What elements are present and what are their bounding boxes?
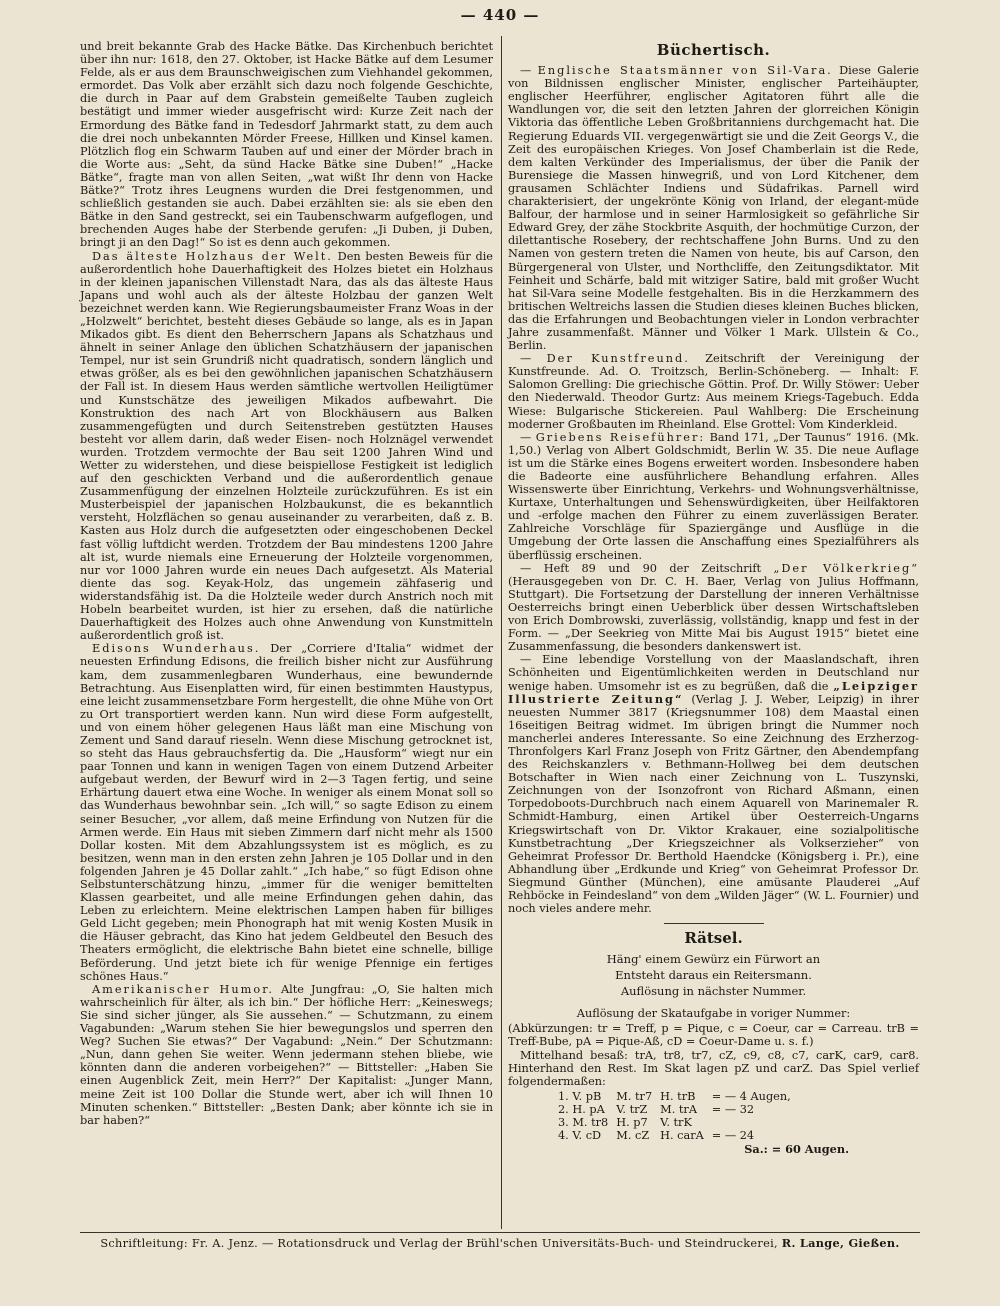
article-holzhaus-title: Das älteste Holzhaus der Welt.	[92, 249, 333, 263]
article-holzhaus	[80, 250, 493, 643]
review-kunstfreund: — Der Kunstfreund. Zeitschrift der Vereinigung der Kunstfreunde. Ad. O. Troitzsch, Berlin-Schöneberg. — Inhalt: F. Salomon Grelling: Die griechische Göttin. Prof. Dr. Willy Stöwer: Ueber den Niederwald. Theodor Gurtz: Aus meinem Kriegs-Tagebuch. Edda Wiese: Bulgarische Stickereien. Paul Wahlberg: Die Erscheinung moderner Großbauten im Rheinland. Else Grottel: Vom Kinderkleid.	[508, 352, 919, 431]
section-title-buechertisch: Büchertisch.	[656, 41, 771, 59]
review-staatsmaenner-title: Englische Staatsmänner von Sil-Vara.	[537, 64, 833, 78]
table-cell: 1. V. pB	[558, 1089, 602, 1103]
article-edison	[80, 642, 493, 982]
review-illustrierte-title: „Leipziger Illustrierte Zeitung“	[508, 678, 919, 706]
review-illustrierte: — Eine lebendige Vorstellung von der Maaslandschaft, ihren Schönheiten und Eigentümlichkeiten werden in Deutschland nur wenige haben. Umsomehr ist es zu begrüßen, daß die „Leipziger Illustrierte Zeitung“ (Verlag J. J. Weber, Leipzig) in ihrer neuesten Nummer 3817 (Kriegsnummer 108) dem Maastal einen 16seitigen Beitrag widmet. Im übrigen bringt die Nummer noch mancherlei anderes Interessante. So eine Zeichnung des Erzherzog-Thronfolgers Karl Franz Joseph von Fritz Gärtner, den Abendempfang des Reichskanzlers v. Bethmann-Hollweg bei dem deutschen Botschafter in Wien nach einer Zeichnung von L. Tuszynski, Zeichnungen von der Isonzofront von Richard Aßmann, einen Torpedoboots-Durchbruch nach einem Aquarell von Marinemaler R. Schmidt-Hamburg, einen Artikel über Oesterreich-Ungarns Kriegswirtschaft von Dr. Viktor Krakauer, eine sozialpolitische Kunstbetrachtung „Der Kriegszeichner als Volkserzieher“ von Geheimrat Professor Dr. Berthold Haendcke (Königsberg i. Pr.), eine Abhandlung über „Erdkunde und Krieg“ von Geheimrat Professor Dr. Siegmund Günther (München), eine amüsante Plauderei „Auf Rehböcke in Feindesland“ von dem „Wilden Jäger“ (W. L. Fournier) und noch vieles andere mehr.	[508, 653, 919, 916]
imprint	[80, 1236, 920, 1250]
table-cell: H. carA	[660, 1129, 704, 1143]
review-voelkerkrieg-pre: Heft 89 und 90 der Zeitschrift	[531, 561, 774, 575]
review-voelkerkrieg-title: „Der Völkerkrieg“	[773, 561, 919, 575]
raetsel-title: Rätsel.	[684, 929, 743, 948]
review-illustrierte-body: (Verlag J. J. Weber, Leipzig) in ihrer neuesten Nummer 3817 (Kriegsnummer 108) dem Maastal einen 16seitigen Beitrag widmet. Im übrigen bringt die Nummer noch mancherlei anderes Interessante. So eine Zeichnung des Erzherzog-Thronfolgers Karl Franz Joseph von Fritz Gärtner, den Abendempfang des Reichskanzlers v. Bethmann-Hollweg bei dem deutschen Botschafter in Wien nach einer Zeichnung von L. Tuszynski, Zeichnungen von der Isonzofront von Richard Aßmann, einen Torpedoboots-Durchbruch nach einem Aquarell von Marinemaler R. Schmidt-Hamburg, einen Artikel über Oesterreich-Ungarns Kriegswirtschaft von Dr. Viktor Krakauer, eine sozialpolitische Kunstbetrachtung „Der Kriegszeichner als Volkserzieher“ von Geheimrat Professor Dr. Berthold Haendcke (Königsberg i. Pr.), eine Abhandlung über „Erdkunde und Krieg“ von Geheimrat Professor Dr. Siegmund Günther (München), eine amüsante Plauderei „Auf Rehböcke in Feindesland“ von dem „Wilden Jäger“ (W. L. Fournier) und noch vieles andere mehr.	[508, 692, 919, 916]
table-cell: M. cZ	[616, 1129, 650, 1143]
table-cell: = — 4 Augen,	[711, 1089, 791, 1103]
table-cell: 2. H. pA	[558, 1103, 605, 1117]
table-cell: H. p7	[616, 1116, 648, 1130]
raetsel-line-2: Entsteht daraus ein Reitersmann.	[615, 968, 812, 983]
table-row	[558, 1103, 799, 1116]
skat-title: Auflösung der Skataufgabe in voriger Nummer:	[576, 1007, 851, 1021]
article-edison-body: Der „Corriere d'Italia“ widmet der neuesten Erfindung Edisons, die freilich bisher nicht zur Ausführung kam, dem zusammenlegbaren Wunderhaus, eine bewundernde Betrachtung. Aus Eisenplatten wird, für einen bestimmten Haustypus, eine leicht zusammensetzbare Form hergestellt, die ohne Mühe von Ort zu Ort transportiert werden kann. Nun wird diese Form aufgestellt, und von einem höher gelegenen Haus läßt man eine Mischung von Zement und Sand darauf rieseln. Wenn diese Mischung getrocknet ist, so steht das Haus gebrauchsfertig da. Die „Hausform“ wiegt nur ein paar Tonnen und kann in wenigen Tagen von einem Dutzend Arbeiter aufgebaut werden, der Bewurf wird in 2—3 Tagen fertig, und seine Erhärtung dauert etwa eine Woche. In weniger als einem Monat soll so das Wunderhaus bewohnbar sein. „Ich will,“ so sagte Edison zu einem seiner Besucher, „vor allem, daß meine Erfindung von Nutzen für die Armen werde. Ein Haus mit sieben Zimmern darf nicht mehr als 1500 Dollar kosten. Mit dem Abzahlungssystem ist es möglich, es zu besitzen, wenn man in den ersten zehn Jahren je 105 Dollar und in den folgenden Jahren je 45 Dollar zahlt.“ „Ich habe,“ so fügt Edison ohne Selbstunterschätzung hinzu, „immer für die weniger bemittelten Klassen gearbeitet, und alle meine Erfindungen gehen dahin, das Leben zu erleichtern. Meine elektrischen Lampen haben für billiges Geld Licht gegeben; mein Phonograph hat mit wenig Kosten Musik in die Häuser gebracht, das Kino hat jedem Geldbeutel den Besuch des Theaters ermöglicht, die elektrische Bahn bietet eine schnelle, billige Beförderung. Und jetzt biete ich für wenige Pfennige ein fertiges schönes Haus.“	[80, 642, 493, 983]
article-holzhaus-body: Den besten Beweis für die außerordentlich hohe Dauerhaftigkeit des Holzes bietet ein Holzhaus in der kleinen japanischen Villenstadt Nara, das als das älteste Haus Japans und wohl auch als der älteste Holzbau der ganzen Welt bezeichnet werden kann. Wie Regierungsbaumeister Franz Woas in der „Holzwelt“ berichtet, besteht dieses Gebäude so lange, als es in Japan Mikados gibt. Es dient den Beherrschern Japans als Schatzhaus und ähnelt in seiner Anlage den üblichen Schatzhäusern der japanischen Tempel, nur ist sein Grundriß nicht quadratisch, sondern länglich und etwas größer, als es bei den gewöhnlichen japanischen Schatzhäusern der Fall ist. In diesem Haus werden sämtliche wertvollen Heiligtümer und Kunstschätze des jeweiligen Mikados aufbewahrt. Die Konstruktion des nach Art von Blockhäusern aus Balken zusammengefügten und durch Seitenstreben gestützten Hauses besteht vor allem darin, daß weder Eisen- noch Holznägel verwendet wurden. Trotzdem vermochte der Bau seit 1200 Jahren Wind und Wetter zu widerstehen, und diese beispiellose Festigkeit ist lediglich auf den geschickten Verband und die außerordentlich genaue Zusammenfügung der einzelnen Holzteile zurückzuführen. Es ist ein Musterbeispiel der japanischen Holzbaukunst, die es bekanntlich versteht, Holzflächen so genau auseinander zu verarbeiten, daß z. B. Kasten aus Holz durch die aufgesetzten oder eingeschobenen Deckel fast völlig luftdicht werden. Trotzdem der Bau mindestens 1200 Jahre alt ist, wurde niemals eine Erneuerung der Holzteile vorgenommen, nur vor 1000 Jahren wurde ein neues Dach aufgesetzt. Als Material diente das sog. Keyak-Holz, das ungemein zähfaserig und widerstandsfähig ist. Da die Holzteile weder durch Anstrich noch mit Hobeln bearbeitet wurden, ist hier zu ersehen, daß die natürliche Dauerhaftigkeit des Holzes auch ohne Anwendung von Kunstmitteln außerordentlich groß ist.	[80, 249, 493, 643]
table-row	[558, 1090, 799, 1103]
footer-divider	[80, 1232, 920, 1233]
skat-sum: Sa.: = 60 Augen.	[744, 1141, 849, 1156]
review-staatsmaenner-body: Diese Galerie von Bildnissen englischer Minister, englischer Parteihäupter, englischer Heerführer, englischer Agitatoren führt alle die Wandlungen vor, die seit den letzten Jahren der glorreichen Königin Viktoria das öffentliche Leben Großbritanniens durchgemacht hat. Die Regierung Eduards VII. vergegenwärtigt sie und die Zeit Georgs V., die Zeit des europäischen Krieges. Von Josef Chamberlain ist die Rede, dem kalten Verkünder des Imperialismus, der über die Panik der Burensiege die Massen hinwegriß, und von Lord Kitchener, dem grausamen Schlächter Indiens und Südafrikas. Parnell wird charakterisiert, der ungekrönte König von Irland, der elegant-müde Balfour, der harmlose und in seiner Harmlosigkeit so gefährliche Sir Edward Grey, der zähe Stockbrite Asquith, der hochmütige Curzon, der dilettantische Rosebery, der rechtschaffene John Burns. Und zu den Namen von gestern treten die Namen von heute, bis auf Carson, den Bürgergeneral von Ulster, und Northcliffe, den Zeitungsdiktator. Mit Feinheit und Schärfe, bald mit witziger Satire, bald mit großer Wucht hat Sil-Vara seine Modelle festgehalten. Bis in die Herzkammern des britischen Weltreichs lassen die Studien dieses kleinen Buches blicken, das die Erfahrungen und Beobachtungen vieler in London verbrachter Jahre zusammenfaßt. Männer und Völker 1 Mark. Ullstein & Co., Berlin.	[508, 64, 919, 353]
review-griebens-title: Griebens Reiseführer:	[535, 430, 706, 444]
skat-abbreviations: (Abkürzungen: tr = Treff, p = Pique, c = Coeur, car = Carreau. trB = Treff-Bube, pA = Pique-Aß, cD = Coeur-Dame u. s. f.)	[508, 1022, 919, 1049]
table-cell: H. trB	[660, 1089, 696, 1103]
table-row	[558, 1129, 799, 1142]
table-cell: = — 32	[711, 1103, 755, 1117]
article-humor-title: Amerikanischer Humor.	[92, 982, 274, 996]
table-cell: V. trK	[660, 1116, 692, 1130]
raetsel-line-3: Auflösung in nächster Nummer.	[620, 984, 807, 999]
review-griebens: — Griebens Reiseführer: Band 171, „Der Taunus“ 1916. (Mk. 1,50.) Verlag von Albert Goldschmidt, Berlin W. 35. Die neue Auflage ist um die Stärke eines Bogens erweitert worden. Insbesondere haben die Badeorte eine ausführlichere Behandlung erfahren. Alles Wissenswerte über Einrichtung, Verkehrs- und Wohnungsverhältnisse, Kurtaxe, Unterhaltungen und Sehenswürdigkeiten, über Heilfaktoren und -erfolge machen den Führer zu einem zuverlässigen Berater. Zahlreiche Vorschläge für Spaziergänge und Ausflüge in die Umgebung der Orte lassen die Anschaffung eines Spezialführers als überflüssig erscheinen.	[508, 430, 919, 562]
left-column	[80, 40, 493, 1127]
imprint-label: Schriftleitung:	[100, 1237, 189, 1250]
article-humor	[80, 983, 493, 1127]
review-voelkerkrieg-body: (Herausgegeben von Dr. C. H. Baer, Verlag von Julius Hoffmann, Stuttgart). Die Fortsetzung der Darstellung der inneren Verhältnisse Oesterreichs bringt einen Ueberblick über dessen Wirtschaftsleben von Erich Dombrowski, zuverlässig, vollständig, knapp und fest in der Form. — „Der Seekrieg von Mitte Mai bis August 1915“ bietet eine Zusammenfassung, die besonders dankenswert ist.	[508, 574, 919, 654]
article-humor-body: Alte Jungfrau: „O, Sie halten mich wahrscheinlich für älter, als ich bin.“ Der höfliche Herr: „Keineswegs; Sie sind sicher jünger, als Sie aussehen.“ — Schutzmann, zu einem Vagabunden: „Warum stehen Sie hier bewegungslos und sperren den Weg? Suchen Sie etwas?“ Der Vagabund: „Nein.“ Der Schutzmann: „Nun, dann gehen Sie weiter. Wenn jedermann stehen bliebe, wie könnten dann die anderen vorbeigehen?“ — Bittsteller: „Haben Sie einen Augenblick Zeit, mein Herr?“ Der Kapitalist: „Junger Mann, meine Zeit ist 100 Dollar die Stunde wert, aber ich will Ihnen 10 Minuten schenken.“ Bittsteller: „Besten Dank; aber könnte ich sie in bar haben?“	[80, 982, 493, 1127]
section-divider	[664, 923, 764, 924]
table-cell: M. tr7	[616, 1089, 653, 1103]
table-cell	[712, 1116, 799, 1129]
review-kunstfreund-title: Der Kunstfreund.	[546, 352, 690, 366]
imprint-text: Fr. A. Jenz. — Rotationsdruck und Verlag der Brühl'schen Universitäts-Buch- und Steindruckerei,	[188, 1237, 782, 1250]
review-staatsmaenner: — Englische Staatsmänner von Sil-Vara. Diese Galerie von Bildnissen englischer Minister, englischer Parteihäupter, englischer Heerführer, englischer Agitatoren führt alle die Wandlungen vor, die seit den letzten Jahren der glorreichen Königin Viktoria das öffentliche Leben Großbritanniens durchgemacht hat. Die Regierung Eduards VII. vergegenwärtigt sie und die Zeit Georgs V., die Zeit des europäischen Krieges. Von Josef Chamberlain ist die Rede, dem kalten Verkünder des Imperialismus, der über die Panik der Burensiege die Massen hinwegriß, und von Lord Kitchener, dem grausamen Schlächter Indiens und Südafrikas. Parnell wird charakterisiert, der ungekrönte König von Irland, der elegant-müde Balfour, der harmlose und in seiner Harmlosigkeit so gefährliche Sir Edward Grey, der zähe Stockbrite Asquith, der hochmütige Curzon, der dilettantische Rosebery, der rechtschaffene John Burns. Und zu den Namen von gestern treten die Namen von heute, bis auf Carson, den Bürgergeneral von Ulster, und Northcliffe, den Zeitungsdiktator. Mit Feinheit und Schärfe, bald mit witziger Satire, bald mit großer Wucht hat Sil-Vara seine Modelle festgehalten. Bis in die Herzkammern des britischen Weltreichs lassen die Studien dieses kleinen Buches blicken, das die Erfahrungen und Beobachtungen vieler in London verbrachter Jahre zusammenfaßt. Männer und Völker 1 Mark. Ullstein & Co., Berlin.	[508, 64, 919, 353]
table-cell: 3. M. tr8	[558, 1116, 609, 1130]
skat-moves-table	[558, 1090, 799, 1143]
review-kunstfreund-body: Zeitschrift der Vereinigung der Kunstfreunde. Ad. O. Troitzsch, Berlin-Schöneberg. — Inhalt: F. Salomon Grelling: Die griechische Göttin. Prof. Dr. Willy Stöwer: Ueber den Niederwald. Theodor Gurtz: Aus meinem Kriegs-Tagebuch. Edda Wiese: Bulgarische Stickereien. Paul Wahlberg: Die Erscheinung moderner Großbauten im Rheinland. Else Grottel: Vom Kinderkleid.	[508, 352, 919, 431]
table-cell: V. trZ	[616, 1103, 648, 1117]
review-voelkerkrieg: — Heft 89 und 90 der Zeitschrift „Der Völkerkrieg“ (Herausgegeben von Dr. C. H. Baer, Verlag von Julius Hoffmann, Stuttgart). Die Fortsetzung der Darstellung der inneren Verhältnisse Oesterreichs bringt einen Ueberblick über dessen Wirtschaftsleben von Erich Dombrowski, zuverlässig, vollständig, knapp und fest in der Form. — „Der Seekrieg von Mitte Mai bis August 1915“ bietet eine Zusammenfassung, die besonders dankenswert ist.	[508, 561, 919, 654]
review-griebens-body: Band 171, „Der Taunus“ 1916. (Mk. 1,50.) Verlag von Albert Goldschmidt, Berlin W. 35. Die neue Auflage ist um die Stärke eines Bogens erweitert worden. Insbesondere haben die Badeorte eine ausführlichere Behandlung erfahren. Alles Wissenswerte über Einrichtung, Verkehrs- und Wohnungsverhältnisse, Kurtaxe, Unterhaltungen und Sehenswürdigkeiten, über Heilfaktoren und -erfolge machen den Führer zu einem zuverlässigen Berater. Zahlreiche Vorschläge für Spaziergänge und Ausflüge in die Umgebung der Orte lassen die Anschaffung eines Spezialführers als überflüssig erscheinen.	[508, 430, 919, 562]
right-column	[508, 40, 919, 1156]
article-edison-title: Edisons Wunderhaus.	[92, 642, 261, 656]
review-illustrierte-pre: Eine lebendige Vorstellung von der Maaslandschaft, ihren Schönheiten und Eigentümlichkeiten werden in Deutschland nur wenige haben. Umsomehr ist es zu begrüßen, daß die	[508, 653, 919, 693]
raetsel-line-1: Häng' einem Gewürz ein Fürwort an	[606, 952, 821, 967]
imprint-publisher: R. Lange, Gießen.	[781, 1236, 900, 1250]
article-hacke-baetke: und breit bekannte Grab des Hacke Bätke. Das Kirchenbuch berichtet über ihn nur: 1618, den 27. Oktober, ist Hacke Bätke auf dem Lesumer Felde, als er aus dem Braunschweigischen zum Viehhandel gekommen, ermordet. Das Volk aber erzählt sich dazu noch folgende Geschichte, die durch in Paar auf dem Grabstein gemeißelte Tauben zugleich bestätigt und immer wieder ausgefrischt wird: Kurze Zeit nach der Ermordung des Bätke fand in Tedesdorf Jahrmarkt statt, zu dem auch die drei noch unbekannten Mörder Freese, Hillken und Kinsel kamen. Plötzlich flog ein Schwarm Tauben auf und einer der Mörder brach in die Worte aus: „Seht, da sünd Hacke Bätke sine Duben!“ „Hacke Bätke“, fragte man von allen Seiten, „wat wißt Ihr denn von Hacke Bätke?“ Trotz ihres Leugnens wurden die Drei festgenommen, und schließlich gestanden sie auch. Dabei erzählten sie: als sie eben den Bätke in den Sand gestreckt, sei ein Taubenschwarm aufgeflogen, und brechenden Auges habe der Sterbende gerufen: „Ji Duben, ji Duben, bringt ji an den Dag!“ So ist es denn auch gekommen.	[80, 40, 493, 250]
table-cell: = — 24	[711, 1129, 755, 1143]
skat-mittelhand: Mittelhand besaß: trA, tr8, tr7, cZ, c9, c8, c7, carK, car9, car8. Hinterhand den Rest. Im Skat lagen pZ und carZ. Das Spiel verlief folgendermaßen:	[508, 1048, 919, 1088]
page-number: — 440 —	[460, 6, 540, 24]
column-divider	[501, 36, 502, 1229]
table-cell: 4. V. cD	[558, 1129, 602, 1143]
table-cell: M. trA	[660, 1103, 697, 1117]
table-row	[558, 1116, 799, 1129]
